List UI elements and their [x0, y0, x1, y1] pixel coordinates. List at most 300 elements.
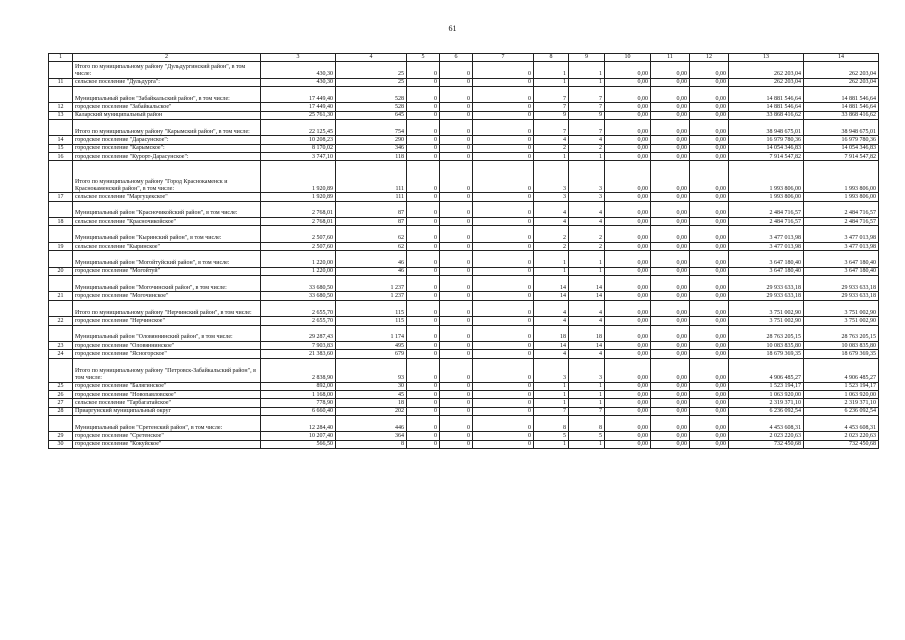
cell-col-13: 3 647 180,40 [729, 267, 804, 275]
cell-col-11: 0,00 [651, 119, 690, 136]
cell-col-4: 202 [336, 407, 407, 415]
cell-col-9: 1 [569, 62, 605, 79]
cell-col-6: 0 [440, 342, 473, 350]
row-name: городское поселение "Курорт-Дарасунское": [73, 152, 261, 160]
row-name: Итого по муниципальному району "Город Краснокаменск и Краснокаменский район", в том числе: [73, 161, 261, 193]
cell-col-11: 0,00 [651, 440, 690, 448]
cell-col-11: 0,00 [651, 325, 690, 342]
report-table [48, 53, 879, 449]
cell-col-14: 16 979 780,36 [804, 136, 879, 144]
cell-col-10: 0,00 [605, 86, 651, 103]
cell-col-13: 29 933 633,18 [729, 292, 804, 300]
cell-col-12: 0,00 [690, 342, 729, 350]
cell-col-10: 0,00 [605, 325, 651, 342]
cell-col-10: 0,00 [605, 152, 651, 160]
cell-col-6: 0 [440, 399, 473, 407]
table-row [49, 119, 879, 136]
header-cell: 2 [73, 54, 261, 62]
cell-col-8: 1 [534, 399, 569, 407]
cell-col-4: 18 [336, 399, 407, 407]
cell-col-3: 17 449,40 [261, 103, 336, 111]
cell-col-12: 0,00 [690, 78, 729, 86]
cell-col-4: 30 [336, 382, 407, 390]
table-row [49, 78, 879, 86]
cell-col-6: 0 [440, 62, 473, 79]
cell-col-6: 0 [440, 152, 473, 160]
cell-col-13: 3 647 180,40 [729, 251, 804, 268]
row-number [49, 251, 73, 268]
cell-col-8: 14 [534, 292, 569, 300]
cell-col-10: 0,00 [605, 218, 651, 226]
cell-col-6: 0 [440, 317, 473, 325]
cell-col-5: 0 [407, 218, 440, 226]
cell-col-10: 0,00 [605, 267, 651, 275]
cell-col-6: 0 [440, 193, 473, 201]
cell-col-11: 0,00 [651, 292, 690, 300]
cell-col-10: 0,00 [605, 193, 651, 201]
cell-col-7: 0 [473, 161, 534, 193]
cell-col-9: 3 [569, 358, 605, 382]
table-row [49, 432, 879, 440]
cell-col-11: 0,00 [651, 399, 690, 407]
cell-col-12: 0,00 [690, 300, 729, 317]
table-row [49, 415, 879, 432]
cell-col-14: 732 450,68 [804, 440, 879, 448]
cell-col-3: 1 920,89 [261, 193, 336, 201]
cell-col-11: 0,00 [651, 382, 690, 390]
row-name: Итого по муниципальному району "Карымский район", в том числе: [73, 119, 261, 136]
cell-col-3: 1 220,00 [261, 267, 336, 275]
row-number: 11 [49, 78, 73, 86]
cell-col-6: 0 [440, 161, 473, 193]
cell-col-13: 2 484 716,57 [729, 218, 804, 226]
cell-col-5: 0 [407, 275, 440, 292]
table-row [49, 161, 879, 193]
cell-col-11: 0,00 [651, 103, 690, 111]
cell-col-14: 1 523 194,17 [804, 382, 879, 390]
cell-col-6: 0 [440, 432, 473, 440]
cell-col-13: 1 523 194,17 [729, 382, 804, 390]
row-name: городское поселение "Новопавловское" [73, 390, 261, 398]
cell-col-11: 0,00 [651, 300, 690, 317]
cell-col-13: 7 914 547,82 [729, 152, 804, 160]
row-name: сельское поселение "Тарбагатайское" [73, 399, 261, 407]
cell-col-9: 9 [569, 111, 605, 119]
table-row [49, 407, 879, 415]
cell-col-9: 14 [569, 292, 605, 300]
cell-col-9: 1 [569, 382, 605, 390]
cell-col-9: 4 [569, 136, 605, 144]
cell-col-6: 0 [440, 275, 473, 292]
table-row [49, 242, 879, 250]
header-cell: 4 [336, 54, 407, 62]
row-number [49, 201, 73, 218]
cell-col-13: 38 948 675,01 [729, 119, 804, 136]
cell-col-12: 0,00 [690, 111, 729, 119]
cell-col-13: 1 063 920,00 [729, 390, 804, 398]
cell-col-13: 28 763 205,15 [729, 325, 804, 342]
cell-col-14: 2 484 716,57 [804, 218, 879, 226]
cell-col-11: 0,00 [651, 136, 690, 144]
row-number [49, 325, 73, 342]
row-name: сельское поселение "Маргуцекское" [73, 193, 261, 201]
cell-col-13: 14 054 346,83 [729, 144, 804, 152]
cell-col-8: 3 [534, 193, 569, 201]
cell-col-3: 1 220,00 [261, 251, 336, 268]
table-row [49, 300, 879, 317]
cell-col-13: 4 453 608,31 [729, 415, 804, 432]
row-number: 16 [49, 152, 73, 160]
row-name: городское поселение "Могойтуй" [73, 267, 261, 275]
cell-col-12: 0,00 [690, 86, 729, 103]
cell-col-6: 0 [440, 218, 473, 226]
cell-col-12: 0,00 [690, 103, 729, 111]
cell-col-13: 33 868 416,62 [729, 111, 804, 119]
cell-col-12: 0,00 [690, 136, 729, 144]
cell-col-9: 2 [569, 226, 605, 243]
cell-col-10: 0,00 [605, 415, 651, 432]
cell-col-5: 0 [407, 111, 440, 119]
cell-col-7: 0 [473, 242, 534, 250]
row-name: Муниципальный район "Могойтуйский район", в том числе: [73, 251, 261, 268]
cell-col-10: 0,00 [605, 111, 651, 119]
cell-col-10: 0,00 [605, 358, 651, 382]
table-body [49, 62, 879, 449]
table-row [49, 325, 879, 342]
cell-col-11: 0,00 [651, 267, 690, 275]
cell-col-3: 33 680,50 [261, 275, 336, 292]
cell-col-7: 0 [473, 440, 534, 448]
cell-col-12: 0,00 [690, 292, 729, 300]
cell-col-7: 0 [473, 78, 534, 86]
cell-col-9: 1 [569, 440, 605, 448]
cell-col-10: 0,00 [605, 317, 651, 325]
cell-col-5: 0 [407, 193, 440, 201]
row-number [49, 86, 73, 103]
cell-col-5: 0 [407, 161, 440, 193]
cell-col-12: 0,00 [690, 144, 729, 152]
cell-col-6: 0 [440, 251, 473, 268]
cell-col-9: 7 [569, 407, 605, 415]
cell-col-5: 0 [407, 358, 440, 382]
cell-col-13: 262 203,04 [729, 78, 804, 86]
cell-col-7: 0 [473, 218, 534, 226]
row-name: городское поселение "Ясногорское" [73, 350, 261, 358]
row-name: Муниципальный район "Сретенский район", в том числе: [73, 415, 261, 432]
cell-col-7: 0 [473, 193, 534, 201]
cell-col-6: 0 [440, 350, 473, 358]
row-name: Муниципальный район "Кыринский район", в том числе: [73, 226, 261, 243]
row-name: городское поселение "Оловяннинское" [73, 342, 261, 350]
cell-col-3: 8 170,02 [261, 144, 336, 152]
cell-col-7: 0 [473, 275, 534, 292]
row-name: сельское поселение "Красночикойское" [73, 218, 261, 226]
row-number: 14 [49, 136, 73, 144]
cell-col-9: 1 [569, 399, 605, 407]
table-row [49, 275, 879, 292]
cell-col-5: 0 [407, 350, 440, 358]
header-row [49, 54, 879, 62]
cell-col-7: 0 [473, 103, 534, 111]
cell-col-3: 17 449,40 [261, 86, 336, 103]
cell-col-11: 0,00 [651, 242, 690, 250]
row-name: городское поселение "Забайкальское" [73, 103, 261, 111]
cell-col-13: 2 023 220,63 [729, 432, 804, 440]
cell-col-8: 1 [534, 267, 569, 275]
cell-col-5: 0 [407, 415, 440, 432]
cell-col-5: 0 [407, 317, 440, 325]
cell-col-3: 29 287,43 [261, 325, 336, 342]
cell-col-10: 0,00 [605, 78, 651, 86]
cell-col-12: 0,00 [690, 390, 729, 398]
cell-col-7: 0 [473, 111, 534, 119]
header-cell: 13 [729, 54, 804, 62]
cell-col-8: 3 [534, 161, 569, 193]
cell-col-12: 0,00 [690, 218, 729, 226]
cell-col-12: 0,00 [690, 161, 729, 193]
cell-col-12: 0,00 [690, 119, 729, 136]
cell-col-6: 0 [440, 201, 473, 218]
cell-col-6: 0 [440, 440, 473, 448]
cell-col-14: 14 881 546,64 [804, 103, 879, 111]
cell-col-4: 25 [336, 62, 407, 79]
cell-col-4: 346 [336, 144, 407, 152]
cell-col-9: 5 [569, 432, 605, 440]
cell-col-8: 3 [534, 358, 569, 382]
cell-col-13: 10 083 835,80 [729, 342, 804, 350]
cell-col-11: 0,00 [651, 193, 690, 201]
cell-col-12: 0,00 [690, 275, 729, 292]
table-row [49, 267, 879, 275]
cell-col-7: 0 [473, 226, 534, 243]
cell-col-14: 2 023 220,63 [804, 432, 879, 440]
table-row [49, 144, 879, 152]
cell-col-11: 0,00 [651, 407, 690, 415]
cell-col-13: 14 881 546,64 [729, 86, 804, 103]
cell-col-11: 0,00 [651, 78, 690, 86]
cell-col-4: 111 [336, 161, 407, 193]
cell-col-9: 14 [569, 342, 605, 350]
cell-col-10: 0,00 [605, 399, 651, 407]
cell-col-13: 2 484 716,57 [729, 201, 804, 218]
cell-col-12: 0,00 [690, 382, 729, 390]
cell-col-3: 1 168,00 [261, 390, 336, 398]
table-row [49, 193, 879, 201]
cell-col-9: 2 [569, 144, 605, 152]
row-name: городское поселение "Кокуйское" [73, 440, 261, 448]
row-name: Муниципальный район "Могочинский район", в том числе: [73, 275, 261, 292]
cell-col-10: 0,00 [605, 382, 651, 390]
cell-col-14: 29 933 633,18 [804, 292, 879, 300]
cell-col-10: 0,00 [605, 119, 651, 136]
row-number [49, 358, 73, 382]
header-cell: 1 [49, 54, 73, 62]
cell-col-11: 0,00 [651, 342, 690, 350]
cell-col-9: 18 [569, 325, 605, 342]
cell-col-11: 0,00 [651, 111, 690, 119]
cell-col-8: 8 [534, 415, 569, 432]
table-row [49, 201, 879, 218]
cell-col-10: 0,00 [605, 201, 651, 218]
row-number: 19 [49, 242, 73, 250]
cell-col-10: 0,00 [605, 62, 651, 79]
cell-col-8: 1 [534, 440, 569, 448]
cell-col-9: 2 [569, 242, 605, 250]
cell-col-3: 12 284,40 [261, 415, 336, 432]
cell-col-6: 0 [440, 382, 473, 390]
cell-col-5: 0 [407, 226, 440, 243]
cell-col-7: 0 [473, 382, 534, 390]
cell-col-14: 3 751 002,90 [804, 300, 879, 317]
cell-col-3: 566,50 [261, 440, 336, 448]
cell-col-5: 0 [407, 78, 440, 86]
cell-col-7: 0 [473, 62, 534, 79]
row-number [49, 415, 73, 432]
cell-col-9: 1 [569, 251, 605, 268]
cell-col-11: 0,00 [651, 432, 690, 440]
table-row [49, 103, 879, 111]
cell-col-7: 0 [473, 152, 534, 160]
cell-col-8: 1 [534, 390, 569, 398]
cell-col-8: 7 [534, 407, 569, 415]
cell-col-12: 0,00 [690, 62, 729, 79]
cell-col-6: 0 [440, 407, 473, 415]
cell-col-7: 0 [473, 415, 534, 432]
header-cell: 11 [651, 54, 690, 62]
cell-col-6: 0 [440, 390, 473, 398]
table-row [49, 152, 879, 160]
cell-col-4: 8 [336, 440, 407, 448]
cell-col-10: 0,00 [605, 242, 651, 250]
row-name: Муниципальный район "Оловяннинский район", в том числе: [73, 325, 261, 342]
cell-col-11: 0,00 [651, 317, 690, 325]
cell-col-4: 87 [336, 201, 407, 218]
cell-col-5: 0 [407, 342, 440, 350]
row-number [49, 226, 73, 243]
cell-col-5: 0 [407, 242, 440, 250]
cell-col-3: 892,00 [261, 382, 336, 390]
cell-col-5: 0 [407, 251, 440, 268]
header-cell: 6 [440, 54, 473, 62]
cell-col-13: 16 979 780,36 [729, 136, 804, 144]
row-name: Приаргунский муниципальный округ [73, 407, 261, 415]
cell-col-14: 14 054 346,83 [804, 144, 879, 152]
row-number [49, 161, 73, 193]
row-number: 25 [49, 382, 73, 390]
cell-col-14: 3 477 013,98 [804, 242, 879, 250]
cell-col-13: 3 751 002,90 [729, 300, 804, 317]
cell-col-13: 262 203,04 [729, 62, 804, 79]
row-number: 22 [49, 317, 73, 325]
cell-col-9: 1 [569, 78, 605, 86]
cell-col-14: 262 203,04 [804, 62, 879, 79]
cell-col-3: 10 207,40 [261, 432, 336, 440]
cell-col-3: 2 507,60 [261, 226, 336, 243]
header-cell: 12 [690, 54, 729, 62]
row-number: 23 [49, 342, 73, 350]
cell-col-5: 0 [407, 119, 440, 136]
cell-col-5: 0 [407, 152, 440, 160]
cell-col-11: 0,00 [651, 152, 690, 160]
cell-col-5: 0 [407, 382, 440, 390]
cell-col-12: 0,00 [690, 440, 729, 448]
cell-col-8: 7 [534, 86, 569, 103]
cell-col-4: 495 [336, 342, 407, 350]
cell-col-3: 778,90 [261, 399, 336, 407]
cell-col-4: 45 [336, 390, 407, 398]
cell-col-6: 0 [440, 144, 473, 152]
cell-col-8: 1 [534, 78, 569, 86]
cell-col-8: 4 [534, 317, 569, 325]
cell-col-14: 3 647 180,40 [804, 267, 879, 275]
cell-col-8: 9 [534, 111, 569, 119]
cell-col-8: 1 [534, 152, 569, 160]
cell-col-5: 0 [407, 325, 440, 342]
row-name: сельское поселение "Кыринское" [73, 242, 261, 250]
cell-col-10: 0,00 [605, 342, 651, 350]
cell-col-7: 0 [473, 407, 534, 415]
cell-col-4: 528 [336, 86, 407, 103]
row-number: 27 [49, 399, 73, 407]
cell-col-11: 0,00 [651, 161, 690, 193]
cell-col-5: 0 [407, 432, 440, 440]
cell-col-11: 0,00 [651, 358, 690, 382]
cell-col-13: 4 906 485,27 [729, 358, 804, 382]
table-row [49, 358, 879, 382]
cell-col-4: 46 [336, 267, 407, 275]
row-name: Итого по муниципальному району "Дульдургинский район", в том числе: [73, 62, 261, 79]
row-number: 20 [49, 267, 73, 275]
row-name: городское поселение "Карымское": [73, 144, 261, 152]
header-cell: 3 [261, 54, 336, 62]
cell-col-5: 0 [407, 267, 440, 275]
row-name: Итого по муниципальному району "Нерчинский район", в том числе: [73, 300, 261, 317]
cell-col-10: 0,00 [605, 300, 651, 317]
cell-col-11: 0,00 [651, 415, 690, 432]
cell-col-3: 430,30 [261, 78, 336, 86]
table-row [49, 86, 879, 103]
row-name: сельское поселение "Дульдурга": [73, 78, 261, 86]
table-row [49, 342, 879, 350]
cell-col-6: 0 [440, 119, 473, 136]
row-name: городское поселение "Дарасунское": [73, 136, 261, 144]
cell-col-6: 0 [440, 226, 473, 243]
table-row [49, 111, 879, 119]
cell-col-12: 0,00 [690, 350, 729, 358]
cell-col-7: 0 [473, 390, 534, 398]
cell-col-13: 1 993 806,00 [729, 193, 804, 201]
cell-col-9: 4 [569, 317, 605, 325]
row-name: городское поселение "Балягинское" [73, 382, 261, 390]
cell-col-7: 0 [473, 86, 534, 103]
cell-col-8: 4 [534, 218, 569, 226]
row-number [49, 62, 73, 79]
cell-col-3: 2 655,70 [261, 300, 336, 317]
cell-col-4: 290 [336, 136, 407, 144]
cell-col-6: 0 [440, 111, 473, 119]
table-row [49, 136, 879, 144]
cell-col-8: 14 [534, 275, 569, 292]
cell-col-8: 5 [534, 432, 569, 440]
cell-col-14: 18 679 369,35 [804, 350, 879, 358]
cell-col-9: 14 [569, 275, 605, 292]
cell-col-13: 2 319 371,10 [729, 399, 804, 407]
cell-col-11: 0,00 [651, 275, 690, 292]
table-row [49, 292, 879, 300]
cell-col-4: 115 [336, 300, 407, 317]
cell-col-8: 2 [534, 226, 569, 243]
cell-col-8: 2 [534, 144, 569, 152]
